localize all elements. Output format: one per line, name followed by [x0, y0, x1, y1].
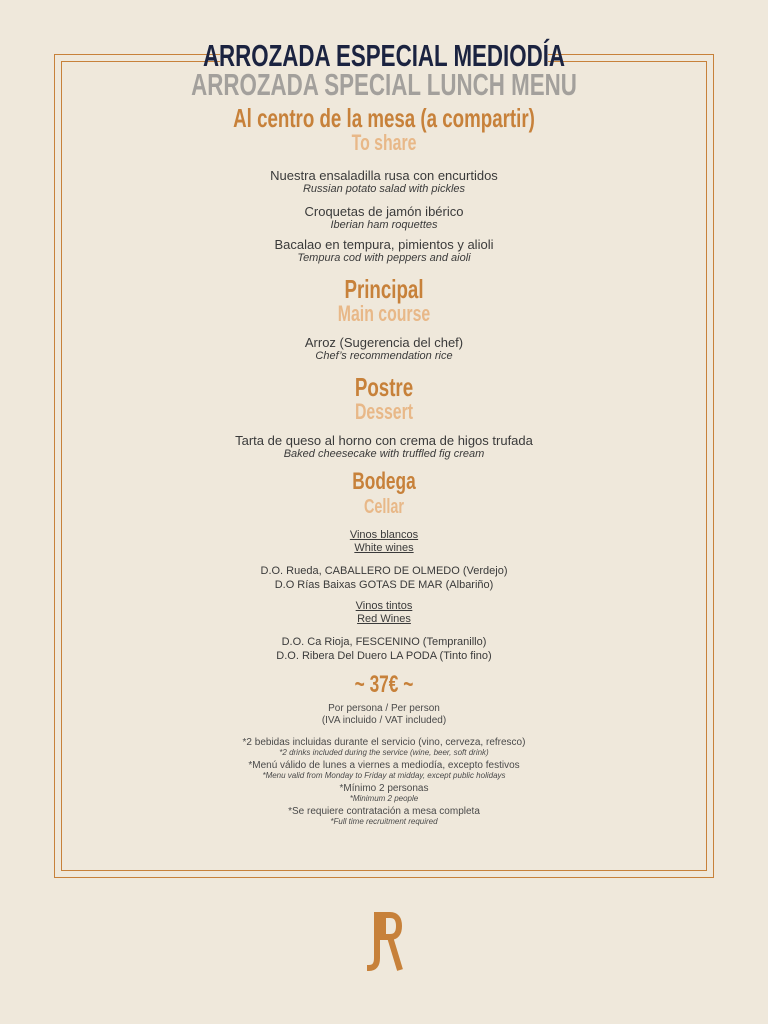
red-wines-label-es: Vinos tintos [355, 600, 413, 612]
menu-item-en: Chef’s recommendation rice [315, 350, 453, 362]
menu-note-en: *Full time recruitment required [330, 817, 438, 826]
menu-item-en: Russian potato salad with pickles [302, 183, 466, 195]
menu-title-es: ARROZADA ESPECIAL MEDIODÍA [202, 38, 566, 73]
menu-item [0, 237, 768, 264]
menu-title-en: ARROZADA SPECIAL LUNCH MENU [191, 67, 577, 102]
section-title-main-en: Main course [337, 301, 431, 326]
white-wines-heading [0, 529, 768, 555]
menu-item [0, 168, 768, 195]
wine-item: D.O. Rueda, CABALLERO DE OLMEDO (Verdejo) [260, 565, 508, 577]
white-wines-label-en: White wines [354, 542, 414, 554]
menu-item-en: Iberian ham roquettes [330, 219, 438, 231]
section-title-dessert-en: Dessert [354, 399, 414, 424]
section-title-dessert-es: Postre [354, 372, 414, 402]
per-person-text: Por persona / Per person [328, 703, 440, 714]
wine-item: D.O. Ca Rioja, FESCENINO (Tempranillo) [281, 636, 487, 648]
section-title-share-es: Al centro de la mesa (a compartir) [233, 103, 535, 133]
wine-item: D.O. Ribera Del Duero LA PODA (Tinto fino) [276, 650, 492, 662]
menu-note-en: *2 drinks included during the service (wine, beer, soft drink) [279, 748, 489, 757]
menu-item [0, 335, 768, 362]
section-title-cellar-en: Cellar [363, 496, 405, 518]
menu-item-en: Baked cheesecake with truffled fig cream [283, 448, 485, 460]
menu-item-es: Arroz (Sugerencia del chef) [304, 335, 464, 350]
menu-note [0, 806, 768, 826]
menu-note-es: *Menú válido de lunes a viernes a mediodía, excepto festivos [248, 760, 520, 771]
menu-item-es: Tarta de queso al horno con crema de higos trufada [235, 433, 533, 448]
red-wines-label-en: Red Wines [357, 613, 411, 625]
white-wines-label-es: Vinos blancos [349, 529, 419, 541]
menu-note [0, 737, 768, 757]
wine-item: D.O Rías Baixas GOTAS DE MAR (Albariño) [274, 579, 494, 591]
menu-item-es: Bacalao en tempura, pimientos y alioli [274, 237, 494, 252]
red-wines-heading [0, 600, 768, 626]
menu-notes [0, 737, 768, 826]
menu-note [0, 783, 768, 803]
menu-note-en: *Minimum 2 people [349, 794, 419, 803]
menu-item-en: Tempura cod with peppers and aioli [297, 252, 471, 264]
red-wines-list [0, 635, 768, 663]
restaurant-logo [364, 910, 404, 974]
menu-item [0, 204, 768, 231]
menu-item-es: Croquetas de jamón ibérico [304, 204, 464, 219]
menu-item [0, 433, 768, 460]
vat-text: (IVA incluido / VAT included) [321, 715, 447, 726]
menu-content [0, 40, 768, 826]
section-title-main-es: Principal [344, 274, 424, 304]
section-title-cellar-es: Bodega [352, 468, 416, 495]
price-details [0, 703, 768, 727]
white-wines-list [0, 564, 768, 592]
menu-note [0, 760, 768, 780]
menu-price: ~ 37€ ~ [354, 671, 414, 698]
section-title-share-en: To share [351, 130, 417, 155]
menu-note-es: *Se requiere contratación a mesa completa [288, 806, 480, 817]
menu-item-es: Nuestra ensaladilla rusa con encurtidos [270, 168, 498, 183]
menu-note-en: *Menu valid from Monday to Friday at midday, except public holidays [262, 771, 506, 780]
menu-note-es: *Mínimo 2 personas [339, 783, 429, 794]
menu-note-es: *2 bebidas incluidas durante el servicio (vino, cerveza, refresco) [242, 737, 526, 748]
